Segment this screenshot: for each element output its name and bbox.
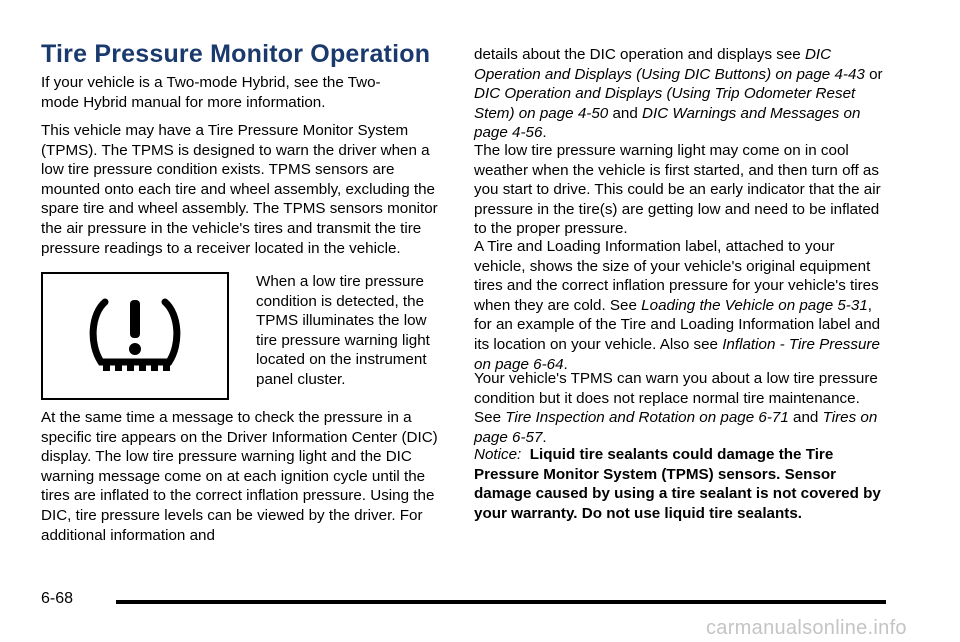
paragraph-hybrid-note: If your vehicle is a Two-mode Hybrid, see the Two-mode Hybrid manual for more information. — [41, 74, 381, 111]
paragraph-dic-message: At the same time a message to check the pressure in a specific tire appears on the Driver Information Center (DIC) display. The low tire pressure warning light and the DIC warning message come on at each ignition cycle until the tires are inflated to the correct inflation pressure. Using the DIC, tire pressure levels can be viewed by the driver. For additional information and — [41, 409, 438, 544]
link-dic-warnings[interactable]: DIC Warnings and Messages on page 4-56 — [474, 104, 861, 142]
footer-rule — [116, 600, 886, 604]
page-number: 6-68 — [41, 590, 74, 607]
link-dic-trip-odometer[interactable]: DIC Operation and Displays (Using Trip Odometer Reset Stem) on page 4-50 — [474, 85, 856, 122]
paragraph-loading-label: A Tire and Loading Information label, attached to your vehicle, shows the size of your vehicle's original equipment tires and the correct inflation pressure for your vehicle's tires when they are cold. See Loading the Vehicle on page 5-31, for an example of the Tire and Loading Information label and its location on your vehicle. Also see Inflation - Tire Pressure on page 6-64. — [474, 238, 881, 373]
paragraph-low-pressure-detected: When a low tire pressure condition is detected, the TPMS illuminates the low tire pressure warning light located on the instrument panel cluster. — [256, 273, 430, 388]
page-title: Tire Pressure Monitor Operation — [41, 40, 431, 68]
warning-light-figure — [41, 272, 229, 400]
link-tire-inspection[interactable]: Tire Inspection and Rotation on page 6-71 — [505, 409, 789, 427]
link-loading-vehicle[interactable]: Loading the Vehicle on page 5-31 — [641, 296, 868, 314]
paragraph-tpms-maintenance: Your vehicle's TPMS can warn you about a low tire pressure condition but it does not replace normal tire maintenance. See Tire Inspection and Rotation on page 6-71 and Tires on page 6-57. — [474, 370, 878, 446]
link-tires[interactable]: Tires on page 6-57 — [474, 409, 878, 446]
paragraph-tpms-intro: This vehicle may have a Tire Pressure Monitor System (TPMS). The TPMS is designed to warn the driver when a low tire pressure condition exists. TPMS sensors are mounted onto each tire and wheel assembly, excluding the spare tire and wheel assembly. The TPMS sensors monitor the air pressure in the vehicle's tires and transmit the tire pressure readings to a receiver located in the vehicle. — [41, 122, 438, 257]
tire-pressure-warning-icon — [43, 274, 227, 398]
paragraph-cool-weather: The low tire pressure warning light may come on in cool weather when the vehicle is first started, and then turn off as you start to drive. This could be an early indicator that the air pressure in the tire(s) are getting low and need to be inflated to the proper pressure. — [474, 142, 881, 238]
paragraph-dic-details: details about the DIC operation and displays see DIC Operation and Displays (Using DIC Buttons) on page 4-43 or DIC Operation and Displays (Using Trip Odometer Reset Stem) on page 4-50 and DIC Warnings and Messages on page 4-56. — [474, 46, 883, 142]
link-dic-buttons[interactable]: DIC Operation and Displays (Using DIC Buttons) on page 4-43 — [474, 46, 865, 83]
notice-text: Liquid tire sealants could damage the Tire Pressure Monitor System (TPMS) sensors. Sensor damage caused by using a tire sealant is not covered by your warranty. Do not use liquid tire sealants. — [474, 446, 881, 522]
notice-block — [474, 445, 886, 523]
watermark: carmanualsonline.info — [706, 617, 907, 639]
notice-label: Notice: — [474, 446, 522, 463]
link-inflation[interactable]: Inflation - Tire Pressure on page 6-64 — [474, 335, 880, 373]
